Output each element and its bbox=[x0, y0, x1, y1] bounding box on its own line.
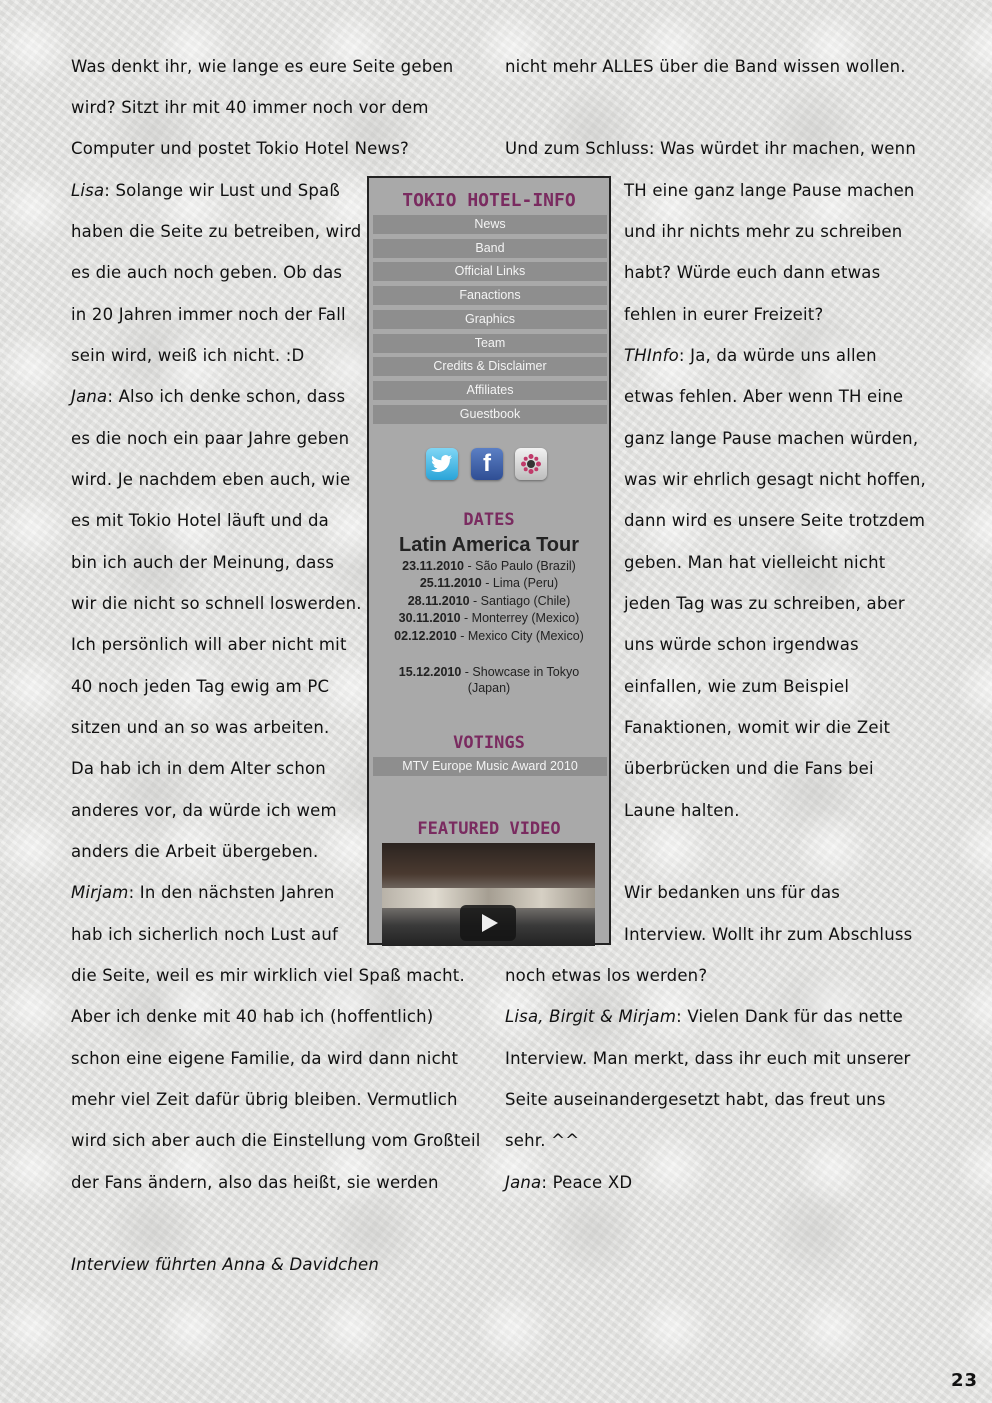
menu-item-credits[interactable]: Credits & Disclaimer bbox=[373, 357, 607, 376]
text-line bbox=[71, 882, 335, 904]
text-line: 40 noch jeden Tag ewig am PC bbox=[71, 677, 330, 696]
date: 25.11.2010 bbox=[419, 576, 482, 590]
text-line: jeden Tag was zu schreiben, aber bbox=[624, 594, 905, 613]
facebook-icon[interactable]: f bbox=[471, 448, 503, 480]
text-line: hab ich sicherlich noch Lust auf bbox=[71, 925, 339, 944]
dates-heading: DATES bbox=[463, 510, 515, 530]
tour-date-note: (Japan) bbox=[467, 681, 511, 695]
tour-date bbox=[369, 575, 609, 591]
text-line: Ich persönlich will aber nicht mit bbox=[71, 635, 347, 654]
text-line: Da hab ich in dem Alter schon bbox=[71, 759, 326, 778]
tour-title: Latin America Tour bbox=[398, 534, 580, 556]
text-run: : Also ich denke schon, dass bbox=[107, 387, 346, 406]
venue: - Monterrey (Mexico) bbox=[460, 611, 580, 625]
venue: - Santiago (Chile) bbox=[469, 594, 571, 608]
text-line: Computer und postet Tokio Hotel News? bbox=[71, 139, 409, 158]
text-line: sitzen und an so was arbeiten. bbox=[71, 718, 330, 737]
text-line: schon eine eigene Familie, da wird dann nicht bbox=[71, 1049, 459, 1068]
speaker-name: Lisa, Birgit & Mirjam bbox=[505, 1007, 677, 1026]
menu-item-band[interactable]: Band bbox=[373, 239, 607, 258]
menu-item-fanactions[interactable]: Fanactions bbox=[373, 286, 607, 305]
text-run: : Vielen Dank für das nette bbox=[676, 1007, 903, 1026]
text-line bbox=[71, 180, 340, 202]
text-line: es die auch noch geben. Ob das bbox=[71, 263, 343, 282]
menu-item-team[interactable]: Team bbox=[373, 334, 607, 353]
text-line: Interview. Man merkt, dass ihr euch mit unserer bbox=[505, 1049, 911, 1068]
venue: - São Paulo (Brazil) bbox=[464, 559, 576, 573]
date: 15.12.2010 bbox=[398, 665, 462, 679]
text-line: sein wird, weiß ich nicht. :D bbox=[71, 346, 305, 365]
text-line: und ihr nichts mehr zu schreiben bbox=[624, 222, 903, 241]
text-line: es mit Tokio Hotel läuft und da bbox=[71, 511, 329, 530]
text-line: bin ich auch der Meinung, dass bbox=[71, 553, 335, 572]
text-line bbox=[71, 386, 345, 408]
tour-date bbox=[369, 628, 609, 644]
text-run: : In den nächsten Jahren bbox=[128, 883, 335, 902]
text-line: wird. Je nachdem eben auch, wie bbox=[71, 470, 351, 489]
text-line bbox=[505, 1006, 903, 1028]
text-line: Laune halten. bbox=[624, 801, 740, 820]
text-line: nicht mehr ALLES über die Band wissen wollen. bbox=[505, 57, 906, 76]
text-line: sehr. ^^ bbox=[505, 1131, 580, 1150]
text-line: dann wird es unsere Seite trotzdem bbox=[624, 511, 926, 530]
myspace-icon[interactable] bbox=[515, 448, 547, 480]
menu-item-affiliates[interactable]: Affiliates bbox=[373, 381, 607, 400]
text-line: anders die Arbeit übergeben. bbox=[71, 842, 319, 861]
text-line bbox=[505, 1172, 632, 1194]
play-button[interactable] bbox=[460, 905, 516, 941]
speaker-name: THInfo bbox=[624, 346, 679, 365]
speaker-name: Lisa bbox=[71, 181, 105, 200]
tokio-hotel-info-sidebar bbox=[367, 176, 611, 945]
date: 30.11.2010 bbox=[398, 611, 461, 625]
voting-item[interactable]: MTV Europe Music Award 2010 bbox=[373, 757, 607, 776]
text-line: uns würde schon irgendwas bbox=[624, 635, 859, 654]
text-line: Und zum Schluss: Was würdet ihr machen, wenn bbox=[505, 139, 916, 158]
text-line: geben. Man hat vielleicht nicht bbox=[624, 553, 886, 572]
menu-item-graphics[interactable]: Graphics bbox=[373, 310, 607, 329]
text-line: etwas fehlen. Aber wenn TH eine bbox=[624, 387, 904, 406]
date: 02.12.2010 bbox=[394, 629, 457, 643]
date: 23.11.2010 bbox=[402, 559, 464, 573]
text-line: TH eine ganz lange Pause machen bbox=[624, 181, 915, 200]
venue: - Mexico City (Mexico) bbox=[456, 629, 584, 643]
text-line: Seite auseinandergesetzt habt, das freut uns bbox=[505, 1090, 886, 1109]
text-line: wird? Sitzt ihr mit 40 immer noch vor dem bbox=[71, 98, 429, 117]
text-line: mehr viel Zeit dafür übrig bleiben. Vermutlich bbox=[71, 1090, 458, 1109]
menu-item-official-links[interactable]: Official Links bbox=[373, 262, 607, 281]
venue: - Lima (Peru) bbox=[481, 576, 559, 590]
venue: - Showcase in Tokyo bbox=[461, 665, 580, 679]
tour-date bbox=[369, 593, 609, 609]
tour-date bbox=[369, 610, 609, 626]
text-line: einfallen, wie zum Beispiel bbox=[624, 677, 850, 696]
text-line: haben die Seite zu betreiben, wird bbox=[71, 222, 362, 241]
text-line: es die noch ein paar Jahre geben bbox=[71, 429, 350, 448]
speaker-name: Jana bbox=[71, 387, 108, 406]
text-line: anderes vor, da würde ich wem bbox=[71, 801, 337, 820]
text-line: überbrücken und die Fans bei bbox=[624, 759, 874, 778]
text-run: : Ja, da würde uns allen bbox=[678, 346, 877, 365]
page-number: 23 bbox=[950, 1370, 978, 1391]
text-line bbox=[624, 345, 877, 367]
text-line: der Fans ändern, also das heißt, sie werden bbox=[71, 1173, 439, 1192]
play-icon bbox=[482, 914, 498, 932]
text-line: habt? Würde euch dann etwas bbox=[624, 263, 881, 282]
text-line: in 20 Jahren immer noch der Fall bbox=[71, 305, 346, 324]
text-line: wird sich aber auch die Einstellung vom Großteil bbox=[71, 1131, 481, 1150]
widget-title: TOKIO HOTEL-INFO bbox=[402, 190, 576, 211]
featured-video-thumbnail[interactable] bbox=[382, 843, 595, 946]
speaker-name: Jana bbox=[505, 1173, 542, 1192]
featured-video-heading: FEATURED VIDEO bbox=[417, 819, 561, 839]
menu-item-news[interactable]: News bbox=[373, 215, 607, 234]
text-line: Fanaktionen, womit wir die Zeit bbox=[624, 718, 891, 737]
text-run: : Peace XD bbox=[541, 1173, 633, 1192]
menu-item-guestbook[interactable]: Guestbook bbox=[373, 405, 607, 424]
speaker-name: Mirjam bbox=[71, 883, 129, 902]
text-line: Was denkt ihr, wie lange es eure Seite geben bbox=[71, 57, 454, 76]
interview-credit: Interview führten Anna & Davidchen bbox=[71, 1255, 380, 1274]
text-line: wir die nicht so schnell loswerden. bbox=[71, 594, 362, 613]
date: 28.11.2010 bbox=[407, 594, 470, 608]
text-line: Wir bedanken uns für das bbox=[624, 883, 841, 902]
text-line: Interview. Wollt ihr zum Abschluss bbox=[624, 925, 913, 944]
text-run: : Solange wir Lust und Spaß bbox=[104, 181, 340, 200]
text-line: die Seite, weil es mir wirklich viel Spaß macht. bbox=[71, 966, 465, 985]
votings-heading: VOTINGS bbox=[453, 733, 525, 753]
tour-date bbox=[369, 664, 609, 680]
tour-date bbox=[369, 558, 609, 574]
text-line: Aber ich denke mit 40 hab ich (hoffentlich) bbox=[71, 1007, 434, 1026]
text-line: fehlen in eurer Freizeit? bbox=[624, 305, 824, 324]
twitter-icon[interactable] bbox=[426, 448, 458, 480]
text-line: was wir ehrlich gesagt nicht hoffen, bbox=[624, 470, 926, 489]
text-line: ganz lange Pause machen würden, bbox=[624, 429, 919, 448]
text-line: noch etwas los werden? bbox=[505, 966, 708, 985]
